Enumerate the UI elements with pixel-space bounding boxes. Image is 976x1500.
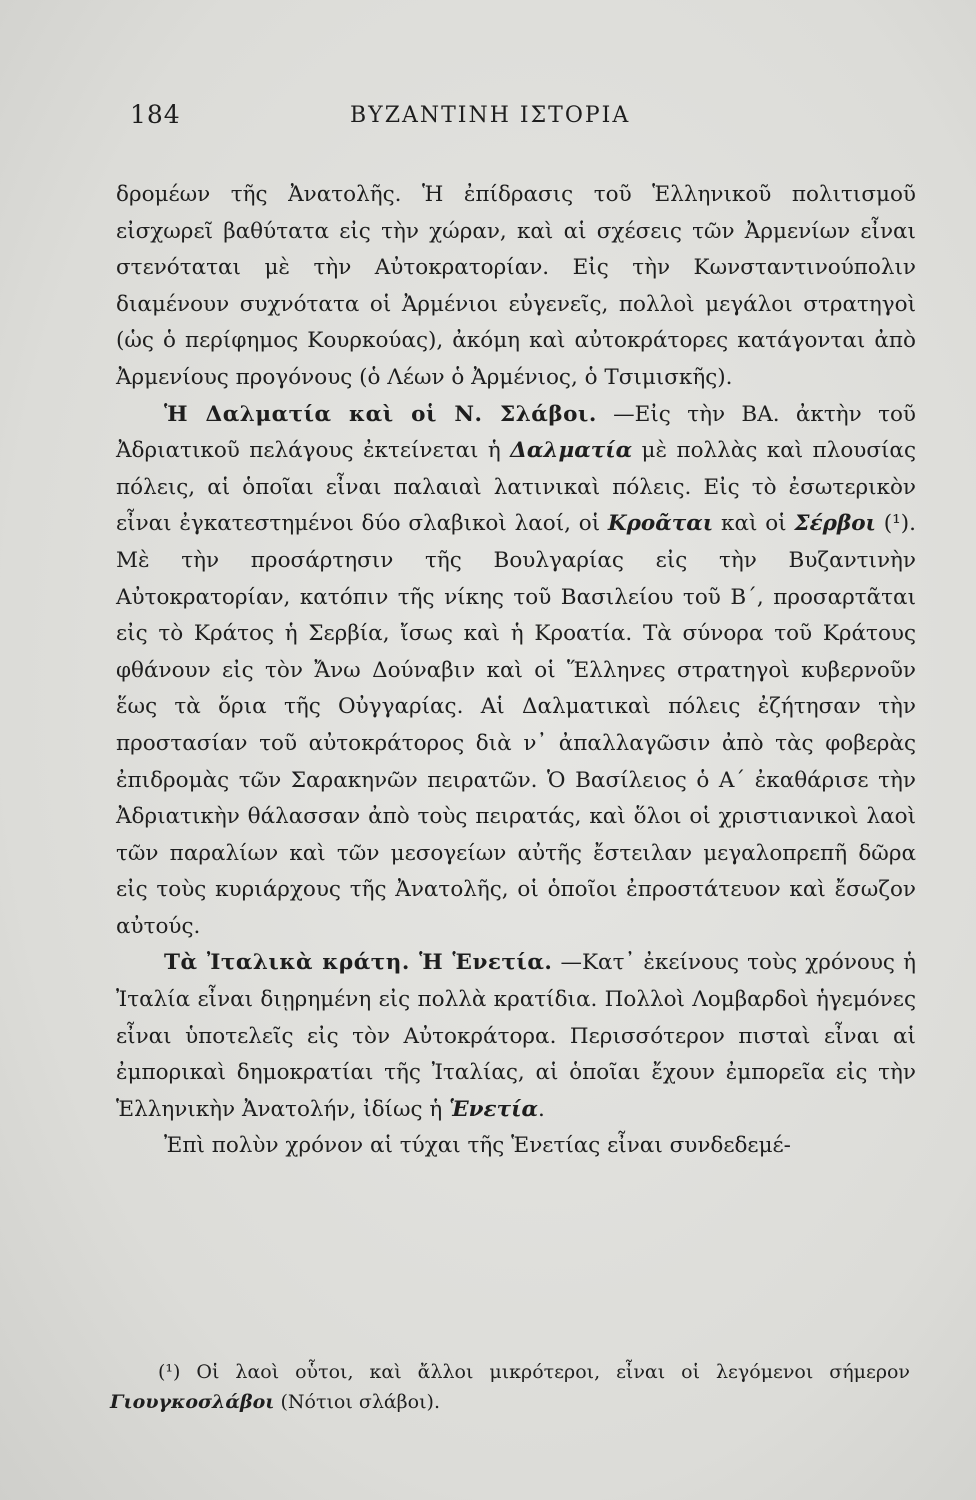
paragraph-dalmatia: [116, 397, 916, 946]
term-croats: Κροᾶται: [607, 511, 714, 537]
body-text: [116, 177, 916, 1165]
paragraph-venice: [116, 1128, 916, 1165]
term-dalmatia: Δαλματία: [510, 438, 633, 464]
text-segment: —Κατ᾿ ἐκείνους τοὺς χρόνους ἡ Ἰταλία εἶναι διῃρημένη εἰς πολλὰ κρατίδια. Πολλοὶ Λομβαρδοὶ ἡγεμόνες εἶναι ὑποτελεῖς εἰς τὸν Αὐτοκράτορα. Περισσότερον πισταὶ εἶναι αἱ ἐμπορικαὶ δημοκρατίαι τῆς Ἰταλίας, αἱ ὁποῖαι ἔχουν ἐμπορεῖα εἰς τὴν Ἑλληνικὴν Ἀνατολήν, ἰδίως ἡ: [116, 950, 916, 1122]
term-venice: Ἑνετία: [449, 1096, 539, 1122]
text-segment: (¹). Μὲ τὴν προσάρτησιν τῆς Βουλγαρίας εἰς τὴν Βυζαντινὴν Αὐτοκρατορίαν, κατόπιν τῆς νίκης τοῦ Βασιλείου τοῦ Β΄, προσαρτᾶται εἰς τὸ Κράτος ἡ Σερβία, ἴσως καὶ ἡ Κροατία. Τὰ σύνορα τοῦ Κράτους φθάνουν εἰς τὸν Ἄνω Δούναβιν καὶ οἱ Ἕλληνες στρατηγοὶ κυβερνοῦν ἕως τὰ ὅρια τῆς Οὐγγαρίας. Αἱ Δαλματικαὶ πόλεις ἐζήτησαν τὴν προστασίαν τοῦ αὐτοκράτορος διὰ ν᾿ ἀπαλλαγῶσιν ἀπὸ τὰς φοβερὰς ἐπιδρομὰς τῶν Σαρακηνῶν πειρατῶν. Ὁ Βασίλειος ὁ Α΄ ἐκαθάρισε τὴν Ἀδριατικὴν θάλασσαν ἀπὸ τοὺς πειρατάς, καὶ ὅλοι οἱ χριστιανικοὶ λαοὶ τῶν παραλίων καὶ τῶν μεσογείων αὐτῆς ἔστειλαν μεγαλοπρεπῆ δῶρα εἰς τοὺς κυριάρχους τῆς Ἀνατολῆς, οἱ ὁποῖοι ἐπροστάτευον καὶ ἔσωζον αὐτούς.: [116, 511, 916, 939]
section-heading-italian-states: Τὰ Ἰταλικὰ κράτη. Ἡ Ἑνετία.: [164, 950, 553, 976]
text-segment: —Εἰς τὴν ΒΑ. ἀκτὴν τοῦ Ἀδριατικοῦ πελάγους ἐκτείνεται ἡ: [116, 401, 916, 464]
footnote-mark: (¹): [158, 1361, 181, 1383]
running-title: ΒΥΖΑΝΤΙΝΗ ΙΣΤΟΡΙΑ: [350, 103, 631, 128]
term-yugoslavs: Γιουγκοσλάβοι: [110, 1391, 275, 1413]
paragraph-italian-states: [116, 945, 916, 1128]
section-heading-dalmatia: Ἡ Δαλματία καὶ οἱ Ν. Σλάβοι.: [164, 401, 597, 427]
text-segment: καὶ οἱ: [713, 511, 795, 537]
text-segment: Οἱ λαοὶ οὗτοι, καὶ ἄλλοι μικρότεροι, εἶναι οἱ λεγόμενοι σήμερον: [180, 1361, 910, 1383]
text-segment: δρομέων τῆς Ἀνατολῆς. Ἡ ἐπίδρασις τοῦ Ἑλληνικοῦ πολιτισμοῦ εἰσχωρεῖ βαθύτατα εἰς τὴν χώραν, καὶ αἱ σχέσεις τῶν Ἀρμενίων εἶναι στενόταται μὲ τὴν Αὐτοκρατορίαν. Εἰς τὴν Κωνσταντινούπολιν διαμένουν συχνότατα οἱ Ἀρμένιοι εὐγενεῖς, πολλοὶ μεγάλοι στρατηγοὶ (ὡς ὁ περίφημος Κουρκούας), ἀκόμη καὶ αὐτοκράτορες κατάγονται ἀπὸ Ἀρμενίους προγόνους (ὁ Λέων ὁ Ἀρμένιος, ὁ Τσιμισκῆς).: [116, 182, 916, 390]
page-header: [0, 100, 976, 140]
text-segment: (Νότιοι σλάβοι).: [274, 1391, 441, 1413]
footnote-1: [110, 1357, 910, 1417]
page-number: 184: [130, 100, 181, 129]
paragraph-armenians: [116, 177, 916, 397]
text-segment: Ἐπὶ πολὺν χρόνον αἱ τύχαι τῆς Ἑνετίας εἶναι συνδεδεμέ-: [164, 1133, 791, 1159]
text-segment: μὲ πολλὰς καὶ πλουσίας πόλεις, αἱ ὁποῖαι εἶναι παλαιαὶ λατινικαὶ πόλεις. Εἰς τὸ ἐσωτερικὸν εἶναι ἐγκατεστημένοι δύο σλαβικοὶ λαοί, οἱ: [116, 438, 916, 537]
footnotes: [110, 1357, 910, 1417]
term-serbs: Σέρβοι: [794, 511, 876, 537]
text-segment: .: [538, 1096, 545, 1122]
